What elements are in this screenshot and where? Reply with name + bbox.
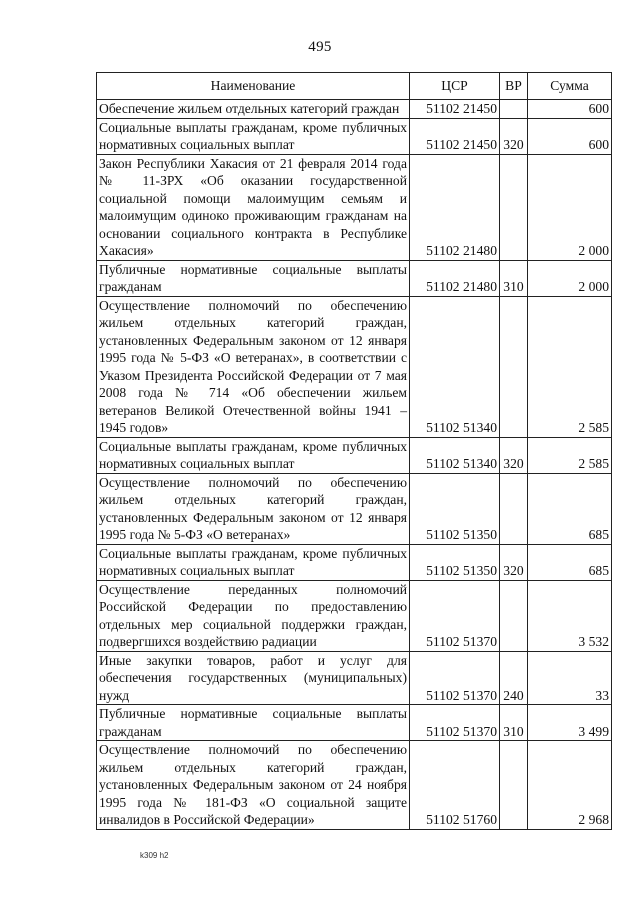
- row-name: Обеспечение жильем отдельных категорий граждан: [97, 100, 410, 119]
- row-csr: 51102 51370: [410, 705, 500, 741]
- table-row: [97, 100, 612, 119]
- row-name: Публичные нормативные социальные выплаты гражданам: [97, 705, 410, 741]
- row-csr: 51102 51340: [410, 437, 500, 473]
- table-row: [97, 260, 612, 296]
- row-csr: 51102 21480: [410, 154, 500, 260]
- row-name: Осуществление полномочий по обеспечению жильем отдельных категорий граждан, установленных Федеральным законом от 12 января 1995 года № 5-ФЗ «О ветеранах»: [97, 473, 410, 544]
- column-header-csr: ЦСР: [410, 73, 500, 100]
- row-csr: 51102 51370: [410, 651, 500, 705]
- page-number: 495: [308, 39, 332, 55]
- row-vr: 310: [500, 705, 528, 741]
- row-vr: [500, 154, 528, 260]
- budget-table: [96, 72, 612, 830]
- row-csr: 51102 51760: [410, 741, 500, 830]
- row-sum: 33: [528, 651, 612, 705]
- row-sum: 600: [528, 100, 612, 119]
- table-row: [97, 296, 612, 437]
- row-vr: [500, 741, 528, 830]
- row-sum: 2 585: [528, 437, 612, 473]
- row-csr: 51102 51340: [410, 296, 500, 437]
- row-name: Иные закупки товаров, работ и услуг для обеспечения государственных (муниципальных) нужд: [97, 651, 410, 705]
- table-row: [97, 473, 612, 544]
- row-vr: [500, 296, 528, 437]
- row-csr: 51102 21450: [410, 118, 500, 154]
- column-header-vr: ВР: [500, 73, 528, 100]
- row-sum: 600: [528, 118, 612, 154]
- row-name: Осуществление переданных полномочий Российской Федерации по предоставлению отдельных мер социальной поддержки граждан, подвергшихся воздействию радиации: [97, 580, 410, 651]
- row-csr: 51102 21450: [410, 100, 500, 119]
- row-csr: 51102 51350: [410, 544, 500, 580]
- table-row: [97, 544, 612, 580]
- table-row: [97, 580, 612, 651]
- row-vr: 320: [500, 544, 528, 580]
- table-row: [97, 741, 612, 830]
- row-name: Осуществление полномочий по обеспечению жильем отдельных категорий граждан, установленных Федеральным законом от 12 января 1995 года № 5-ФЗ «О ветеранах», в соответствии с Указом Президента Российской Федерации от 7 мая 2008 года № 714 «Об обеспечении жильем ветеранов Великой Отечественной войны 1941 – 1945 годов»: [97, 296, 410, 437]
- row-vr: [500, 100, 528, 119]
- row-vr: [500, 473, 528, 544]
- row-csr: 51102 51350: [410, 473, 500, 544]
- table-row: [97, 154, 612, 260]
- row-name: Публичные нормативные социальные выплаты гражданам: [97, 260, 410, 296]
- table-row: [97, 651, 612, 705]
- row-sum: 685: [528, 544, 612, 580]
- table-header-row: [97, 73, 612, 100]
- column-header-sum: Сумма: [528, 73, 612, 100]
- footer-code: k309 h2: [140, 851, 169, 860]
- row-name: Осуществление полномочий по обеспечению жильем отдельных категорий граждан, установленных Федеральным законом от 24 ноября 1995 года № 181-ФЗ «О социальной защите инвалидов в Российской Федерации»: [97, 741, 410, 830]
- table-row: [97, 437, 612, 473]
- row-vr: [500, 580, 528, 651]
- table-row: [97, 705, 612, 741]
- row-vr: 310: [500, 260, 528, 296]
- row-vr: 320: [500, 118, 528, 154]
- row-name: Социальные выплаты гражданам, кроме публичных нормативных социальных выплат: [97, 118, 410, 154]
- row-name: Социальные выплаты гражданам, кроме публичных нормативных социальных выплат: [97, 544, 410, 580]
- row-sum: 2 000: [528, 260, 612, 296]
- row-sum: 685: [528, 473, 612, 544]
- row-name: Закон Республики Хакасия от 21 февраля 2014 года № 11-ЗРХ «Об оказании государственной социальной помощи малоимущим семьям и малоимущим одиноко проживающим гражданам на основании социального контракта в Республике Хакасия»: [97, 154, 410, 260]
- row-sum: 2 968: [528, 741, 612, 830]
- row-name: Социальные выплаты гражданам, кроме публичных нормативных социальных выплат: [97, 437, 410, 473]
- column-header-name: Наименование: [97, 73, 410, 100]
- row-sum: 2 585: [528, 296, 612, 437]
- table-row: [97, 118, 612, 154]
- row-csr: 51102 51370: [410, 580, 500, 651]
- row-sum: 2 000: [528, 154, 612, 260]
- row-vr: 320: [500, 437, 528, 473]
- row-csr: 51102 21480: [410, 260, 500, 296]
- row-sum: 3 532: [528, 580, 612, 651]
- row-vr: 240: [500, 651, 528, 705]
- row-sum: 3 499: [528, 705, 612, 741]
